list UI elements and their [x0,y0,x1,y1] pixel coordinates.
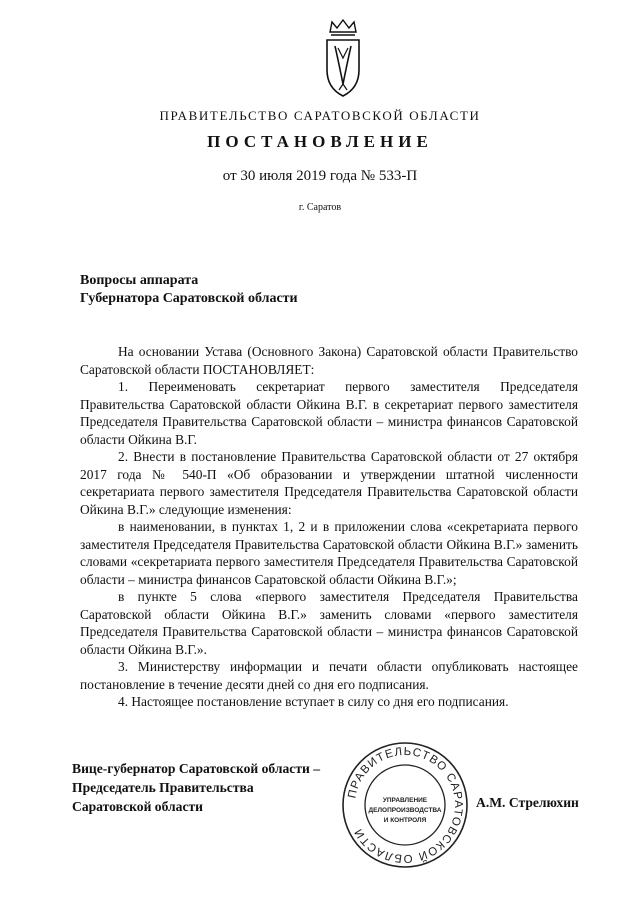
body-paragraph-6: 3. Министерству информации и печати области опубликовать настоящее постановление в течение десяти дней со дня его подписания. [80,659,578,692]
seal-inner-line-3: И КОНТРОЛЯ [383,817,427,824]
signatory-title-line-1: Вице-губернатор Саратовской области – [72,761,321,776]
city-name: г. Саратов [298,202,342,213]
document-subject [80,272,298,308]
document-type-title: ПОСТАНОВЛЕНИЕ [207,132,433,151]
body-paragraph-5: в пункте 5 слова «первого заместителя Председателя Правительства Саратовской области Ойкина В.Г.» заменить словами «первого заместителя Председателя Правительства Саратовской области – министра финансов Саратовской области Ойкина В.Г.». [80,589,578,657]
coat-of-arms-emblem [322,18,364,100]
subject-line-2: Губернатора Саратовской области [80,291,298,306]
signatory-name: А.М. Стрелюхин [476,795,579,810]
date-and-number: от 30 июля 2019 года № 533-П [222,168,418,184]
body-paragraph-1: На основании Устава (Основного Закона) Саратовской области Правительство Саратовской области ПОСТАНОВЛЯЕТ: [80,344,578,377]
signatory-title-line-3: Саратовской области [72,799,204,814]
signatory-title [72,759,320,816]
signatory-title-line-2: Председатель Правительства [72,780,254,795]
seal-inner-line-1: УПРАВЛЕНИЕ [382,797,428,804]
document-body [80,343,578,711]
body-paragraph-2: 1. Переименовать секретариат первого заместителя Председателя Правительства Саратовской области Ойкина В.Г. в секретариат первого заместителя Председателя Правительства Саратовской области – министра финансов Саратовской области Ойкина В.Г. [80,379,578,447]
body-paragraph-4: в наименовании, в пунктах 1, 2 и в приложении слова «секретариата первого заместителя Председателя Правительства Саратовской области Ойкина В.Г.» заменить словами «секретариата первого заместителя Председателя Правительства Саратовской области – министра финансов Саратовской области Ойкина В.Г.»; [80,519,578,587]
government-name: ПРАВИТЕЛЬСТВО САРАТОВСКОЙ ОБЛАСТИ [159,108,481,123]
seal-inner-line-2: ДЕЛОПРОИЗВОДСТВА [368,807,442,814]
official-seal-stamp [340,740,470,870]
seal-ring-text: ПРАВИТЕЛЬСТВО САРАТОВСКОЙ ОБЛАСТИ [346,745,465,865]
subject-line-1: Вопросы аппарата [80,273,199,288]
body-paragraph-7: 4. Настоящее постановление вступает в силу со дня его подписания. [118,694,509,709]
svg-text:ПРАВИТЕЛЬСТВО САРАТОВСКОЙ ОБЛА [346,746,464,864]
body-paragraph-3: 2. Внести в постановление Правительства Саратовской области от 27 октября 2017 года № 540-П «Об образовании и утверждении штатной численности секретариата первого заместителя Председателя Правительства Саратовской области Ойкина В.Г.» следующие изменения: [80,449,578,517]
